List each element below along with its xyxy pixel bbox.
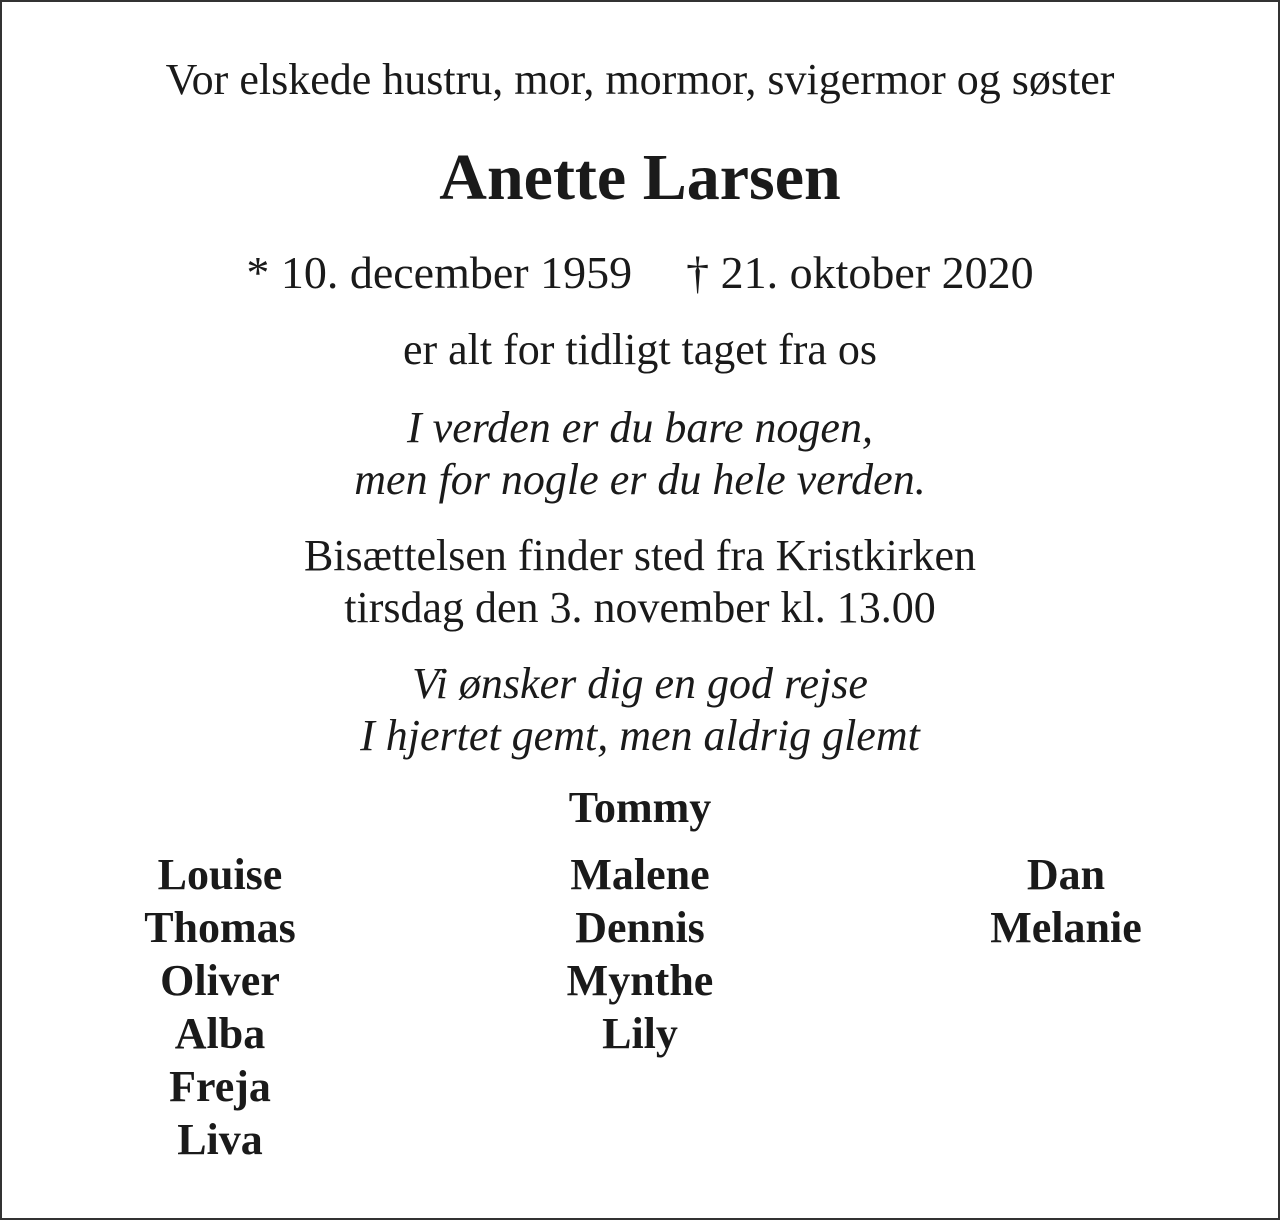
funeral-time: tirsdag den 3. november kl. 13.00 — [344, 583, 936, 632]
verse-line-1: I verden er du bare nogen, — [407, 403, 873, 452]
family-member: Oliver — [160, 956, 280, 1005]
husband-name: Tommy — [568, 783, 712, 832]
intro-text: Vor elskede hustru, mor, mormor, svigermor og søster — [165, 55, 1115, 104]
family-member: Freja — [169, 1062, 271, 1111]
life-dates — [2, 246, 1278, 300]
family-member: Louise — [157, 850, 283, 899]
farewell-line-2: I hjertet gemt, men aldrig glemt — [360, 711, 920, 760]
family-member: Thomas — [144, 903, 296, 952]
family-member: Dan — [1026, 850, 1106, 899]
deceased-name: Anette Larsen — [439, 141, 841, 214]
family-column-right — [928, 848, 1204, 954]
family-column-left — [82, 848, 358, 1166]
verse-quote — [2, 402, 1278, 506]
birth-date: * 10. december 1959 — [246, 247, 633, 298]
family-column-center — [502, 848, 778, 1060]
funeral-info — [2, 530, 1278, 634]
verse-line-2: men for nogle er du hele verden. — [354, 455, 926, 504]
family-member: Mynthe — [566, 956, 714, 1005]
death-date: † 21. oktober 2020 — [686, 247, 1034, 298]
family-member: Lily — [602, 1009, 678, 1058]
family-member: Malene — [570, 850, 710, 899]
family-member: Melanie — [990, 903, 1142, 952]
farewell-line-1: Vi ønsker dig en god rejse — [412, 659, 868, 708]
taken-text: er alt for tidligt taget fra os — [402, 325, 878, 374]
family-member: Dennis — [575, 903, 705, 952]
farewell-quote — [2, 658, 1278, 762]
funeral-place: Bisættelsen finder sted fra Kristkirken — [303, 531, 977, 580]
family-member: Liva — [177, 1115, 263, 1164]
family-member: Alba — [174, 1009, 266, 1058]
